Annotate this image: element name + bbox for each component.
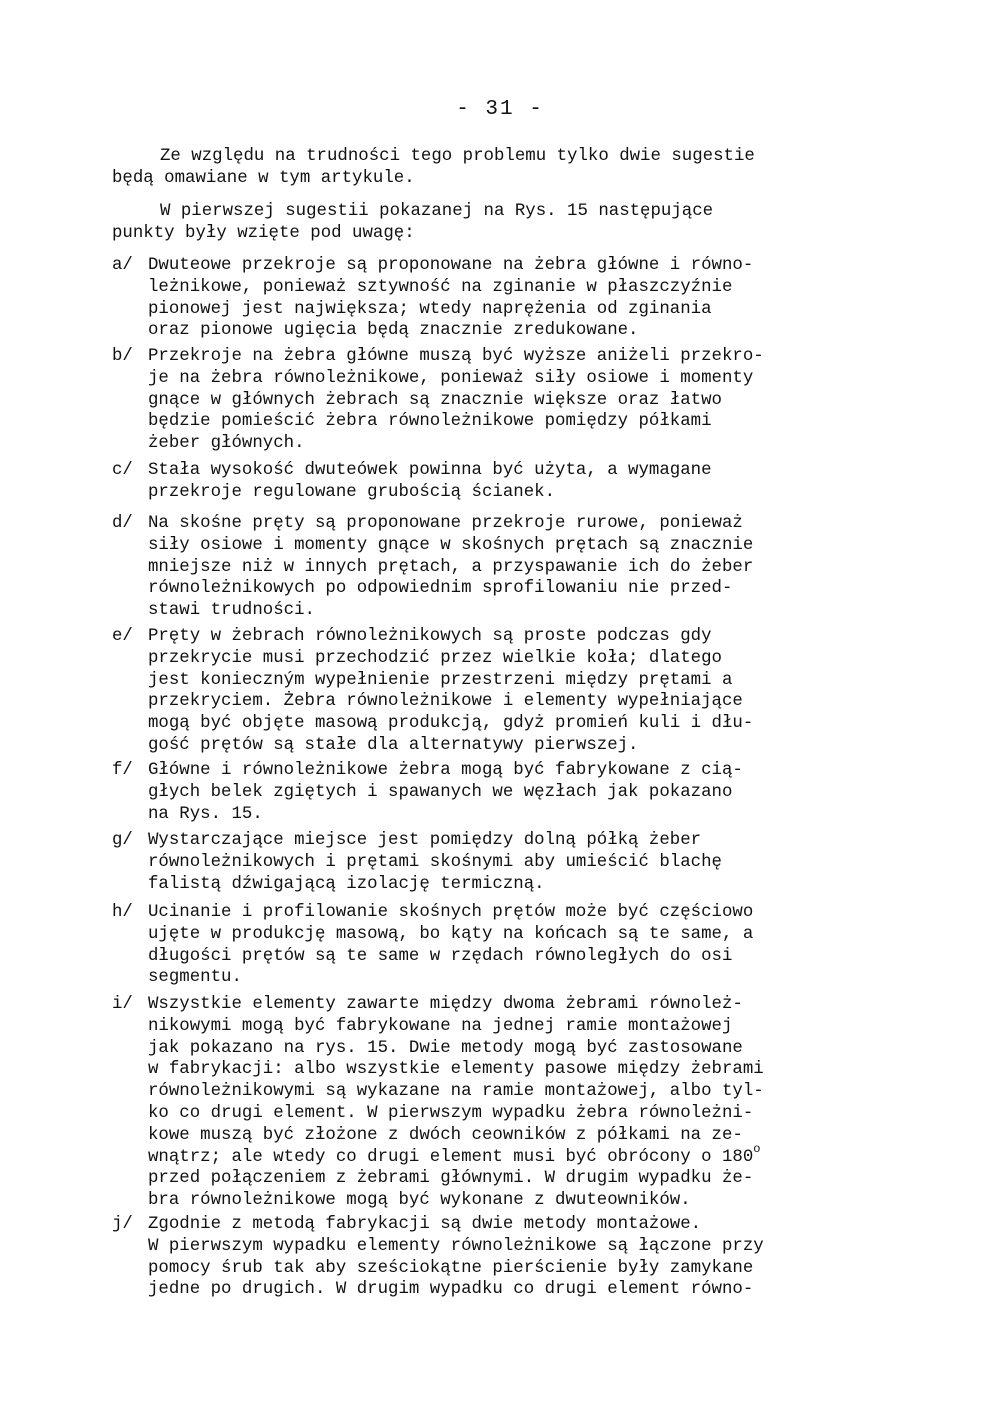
text-line: ujęte w produkcję masową, bo kąty na końcach są te same, a (148, 924, 754, 944)
text-line: gość prętów są stałe dla alternatywy pierwszej. (148, 735, 639, 755)
text-line: równoleżnikowych po odpowiednim sprofilowaniu nie przed- (148, 579, 733, 599)
list-item-a (112, 255, 902, 342)
item-text (148, 626, 902, 757)
text-line: Pręty w żebrach równoleżnikowych są proste podczas gdy (148, 627, 712, 646)
text-line: W pierwszym wypadku elementy równoleżnikowe są łączone przy (148, 1236, 764, 1256)
list-item-j (112, 1214, 902, 1301)
text-line: leżnikowe, ponieważ sztywność na zginanie w płaszczyźnie (148, 277, 733, 297)
text-line: nikowymi mogą być fabrykowane na jednej ramie montażowej (148, 1016, 733, 1036)
item-label: c/ (112, 461, 133, 480)
item-label: a/ (112, 256, 133, 275)
text-line: gnące w głównych żebrach są znacznie większe oraz łatwo (148, 390, 722, 410)
text-line: żeber głównych. (148, 434, 305, 454)
text-line: przed połączeniem z żebrami głównymi. W drugim wypadku że- (148, 1169, 754, 1189)
item-label: i/ (112, 995, 133, 1014)
list-item-e (112, 626, 902, 757)
item-text (148, 1214, 902, 1301)
text-line: pionowej jest największa; wtedy naprężenia od zginania (148, 299, 712, 319)
text-line: Wszystkie elementy zawarte między dwoma żebrami równoleż- (148, 995, 743, 1014)
list-item-b (112, 346, 902, 455)
text-line: je na żebra równoleżnikowe, ponieważ siły osiowe i momenty (148, 368, 754, 388)
text-line: oraz pionowe ugięcia będą znacznie zredukowane. (148, 321, 639, 341)
text-line: Dwuteowe przekroje są proponowane na żebra główne i równo- (148, 256, 754, 275)
text-line: jak pokazano na rys. 15. Dwie metody mogą być zastosowane (148, 1038, 743, 1058)
page-number: - 31 - (456, 98, 544, 121)
text-line: kowe muszą być złożone z dwóch ceowników z półkami na ze- (148, 1125, 743, 1145)
text-line: w fabrykacji: albo wszystkie elementy pasowe między żebrami (148, 1060, 764, 1080)
item-text (148, 255, 902, 342)
text-line: przekroje regulowane grubością ścianek. (148, 482, 556, 502)
item-label: j/ (112, 1215, 133, 1234)
text-line: Zgodnie z metodą fabrykacji są dwie metody montażowe. (148, 1215, 702, 1234)
text-line: przekrycie musi przechodzić przez wielkie koła; dlatego (148, 648, 722, 668)
text-line: równoleżnikowymi są wykazane na ramie montażowej, albo tyl- (148, 1082, 764, 1102)
text-line: bra równoleżnikowe mogą być wykonane z dwuteowników. (148, 1191, 691, 1211)
text-line: Na skośne pręty są proponowane przekroje rurowe, ponieważ (148, 514, 743, 533)
item-text (148, 760, 902, 825)
text-line: wnątrz; ale wtedy co drugi element musi być obrócony o 180 (148, 1147, 754, 1167)
list-item-g (112, 830, 902, 895)
text-line: Ze względu na trudności tego problemu tylko dwie sugestie (160, 147, 755, 166)
first-suggestion-paragraph (112, 201, 902, 245)
item-text (148, 830, 902, 895)
text-line: segmentu. (148, 968, 242, 988)
list-item-f (112, 760, 902, 825)
text-line: falistą dźwigającą izolację termiczną. (148, 874, 545, 894)
text-line: będzie pomieścić żebra równoleżnikowe pomiędzy półkami (148, 412, 712, 432)
list-item-h (112, 902, 902, 989)
text-line: będą omawiane w tym artykule. (112, 168, 415, 188)
intro-paragraph (112, 146, 902, 190)
text-line: Stała wysokość dwuteówek powinna być użyta, a wymagane (148, 461, 712, 480)
degree-sign: o (753, 1141, 761, 1156)
list-item-i (112, 994, 902, 1212)
text-line: pomocy śrub tak aby sześciokątne pierścienie były zamykane (148, 1258, 754, 1278)
text-line: punkty były wzięte pod uwagę: (112, 223, 415, 243)
item-label: g/ (112, 831, 133, 850)
item-text (148, 460, 902, 504)
item-label: d/ (112, 514, 133, 533)
text-line: mniejsze niż w innych prętach, a przyspawanie ich do żeber (148, 557, 754, 577)
text-line: W pierwszej sugestii pokazanej na Rys. 15 następujące (160, 202, 714, 221)
text-line-with-degree (148, 1141, 902, 1169)
text-line: ko co drugi element. W pierwszym wypadku żebra równoleżni- (148, 1103, 754, 1123)
text-line: Ucinanie i profilowanie skośnych prętów może być częściowo (148, 903, 754, 922)
item-label: h/ (112, 903, 133, 922)
text-line: Wystarczające miejsce jest pomiędzy dolną półką żeber (148, 831, 702, 850)
text-line: głych belek zgiętych i spawanych we węzłach jak pokazano (148, 782, 733, 802)
item-label: b/ (112, 347, 133, 366)
list-item-c (112, 460, 902, 504)
text-line: stawi trudności. (148, 601, 315, 621)
item-label: f/ (112, 761, 133, 780)
text-line: siły osiowe i momenty gnące w skośnych prętach są znacznie (148, 535, 754, 555)
text-line: Przekroje na żebra główne muszą być wyższe aniżeli przekro- (148, 347, 764, 366)
item-text (148, 994, 902, 1212)
text-line: mogą być objęte masową produkcją, gdyż promień kuli i dłu- (148, 714, 754, 734)
item-text (148, 902, 902, 989)
item-text (148, 346, 902, 455)
list-item-d (112, 513, 902, 622)
text-line: Główne i równoleżnikowe żebra mogą być fabrykowane z cią- (148, 761, 743, 780)
text-line: równoleżnikowych i prętami skośnymi aby umieścić blachę (148, 852, 722, 872)
text-line: przekryciem. Żebra równoleżnikowe i elementy wypełniające (148, 692, 743, 712)
text-line: jest konieczným wypełnienie przestrzeni między prętami a (148, 670, 733, 690)
text-line: jedne po drugich. W drugim wypadku co drugi element równo- (148, 1280, 754, 1300)
text-line: długości prętów są te same w rzędach równoległych do osi (148, 946, 733, 966)
text-line: na Rys. 15. (148, 804, 263, 824)
item-text (148, 513, 902, 622)
item-label: e/ (112, 627, 133, 646)
